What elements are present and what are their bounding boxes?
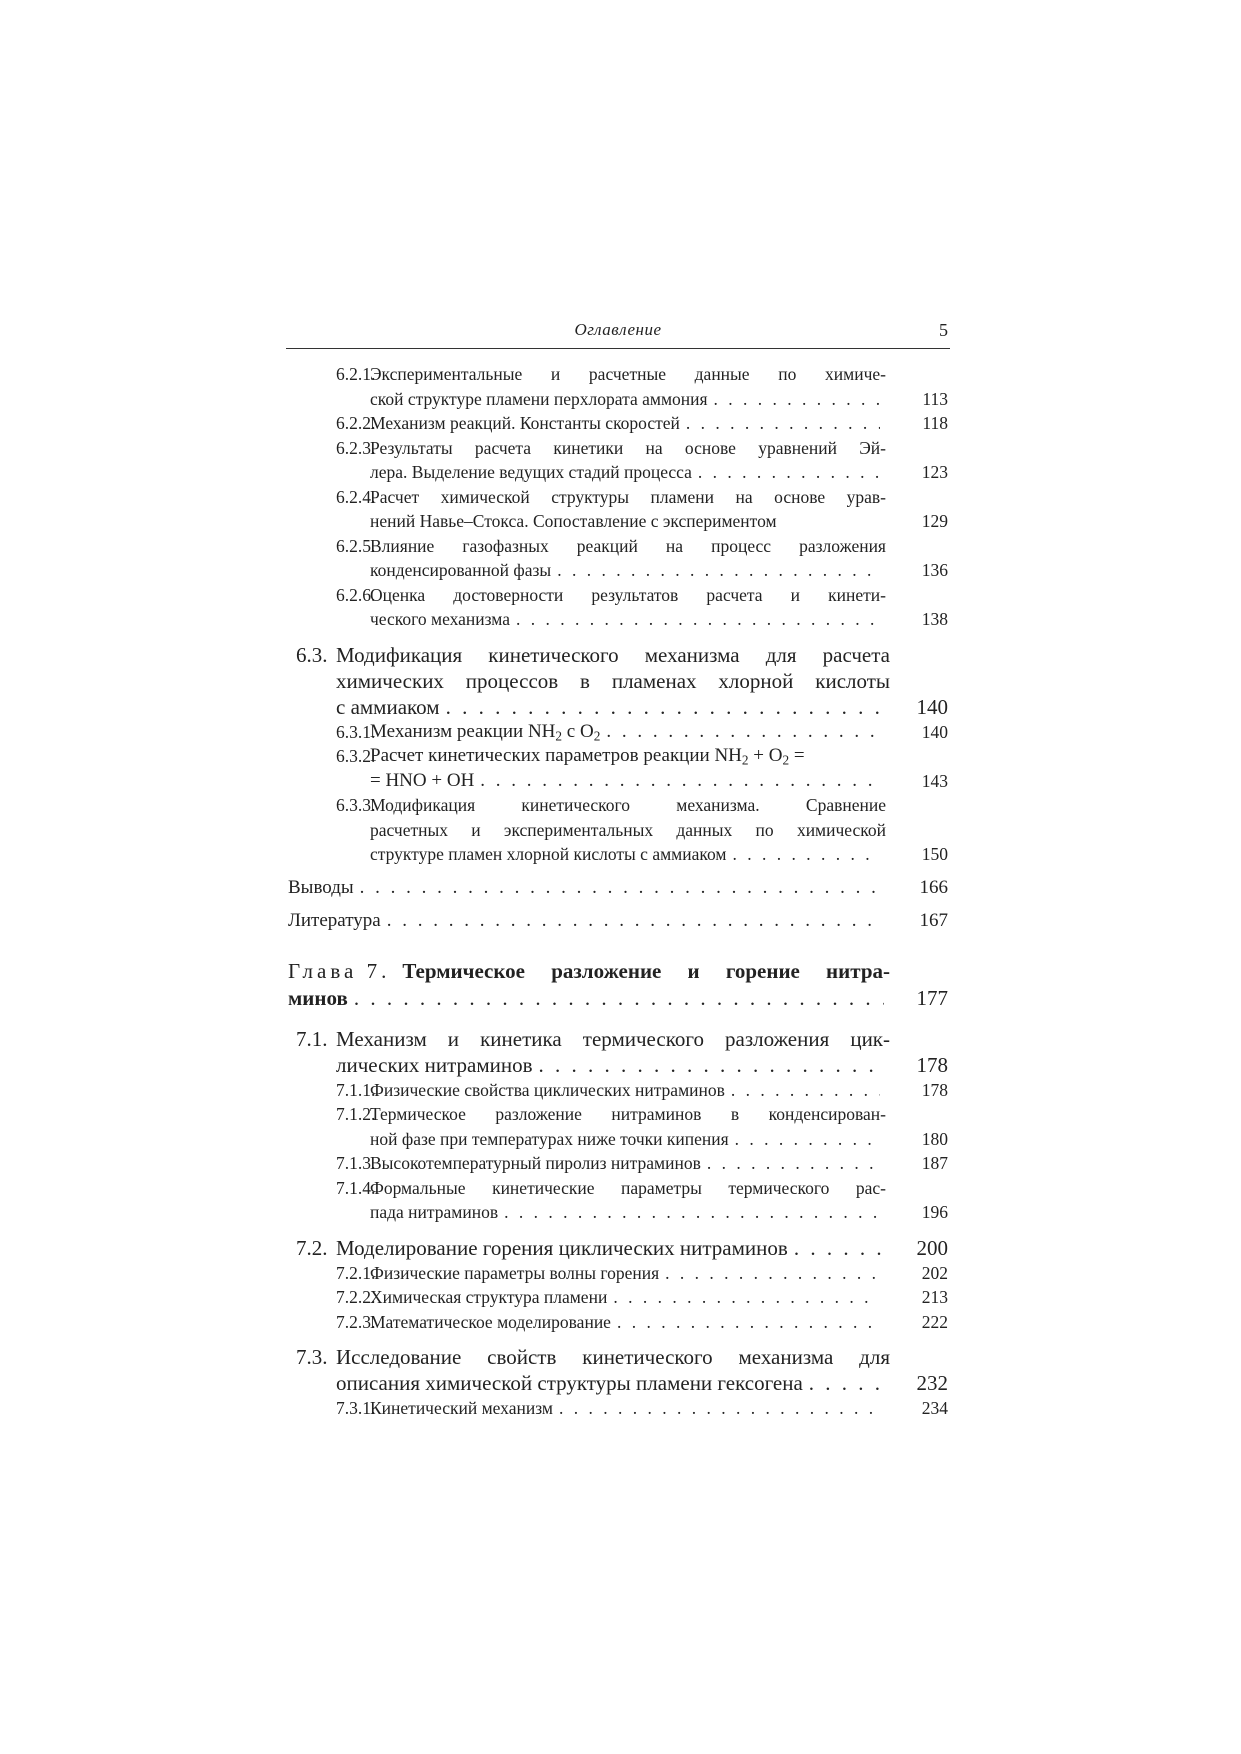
entry-title-line: Высокотемпературный пиролиз нитраминов [370,1153,701,1173]
entry-number: 6.2.2. [336,413,376,433]
toc-entry-6-2-1[interactable] [286,362,950,411]
toc-entry-7-3[interactable] [286,1344,950,1396]
entry-title-line: Результаты расчета кинетики на основе уравнений Эй- [370,437,886,458]
entry-title-line: Модификация кинетического механизма для расчета [336,642,890,667]
toc-entry-6-2-3[interactable] [286,436,950,485]
entry-number: 6.2.1. [336,364,376,384]
toc-entry-6-3-3[interactable] [286,793,950,867]
header-title: Оглавление [574,320,662,339]
entry-page: 178 [916,1052,948,1077]
leader-dots [387,908,884,934]
entry-page: 129 [921,511,948,531]
entry-title-line: лера. Выделение ведущих стадий процесса [370,462,692,482]
entry-page: 136 [921,560,948,580]
entry-page: 222 [921,1311,948,1332]
toc-entry-7-1-2[interactable] [286,1102,950,1151]
entry-title-line: Исследование свойств кинетического механизма для [336,1345,890,1369]
entry-page: 118 [922,413,948,433]
entry-page: 177 [916,985,948,1010]
toc-entry-6-2-6[interactable] [286,583,950,632]
entry-page: 232 [916,1371,948,1395]
leader-dots [707,1151,880,1176]
entry-number: 6.3.2. [336,746,376,766]
leader-dots [504,1200,880,1225]
toc-entry-chapter-7[interactable] [286,958,950,1012]
entry-number: 6.2.4. [336,486,376,507]
entry-page: 202 [921,1262,948,1283]
leader-dots [480,769,880,794]
entry-title-line: химических процессов в пламенах хлорной кислоты [336,668,890,693]
leader-dots [731,1078,880,1103]
chapter-prefix: Глава 7. [288,958,391,983]
toc-entry-7-2-3[interactable] [286,1310,950,1335]
entry-title-line: Влияние газофазных реакций на процесс разложения [370,535,886,556]
leader-dots [354,985,884,1012]
leader-dots [735,1127,880,1152]
entry-number: 7.2. [296,1235,328,1260]
toc-entry-7-1-3[interactable] [286,1151,950,1176]
header-page-number: 5 [939,320,948,340]
entry-title-line: Экспериментальные и расчетные данные по химиче- [370,364,886,384]
leader-dots [446,694,884,720]
entry-title-line: ной фазе при температурах ниже точки кипения [370,1128,729,1149]
leader-dots [539,1052,884,1078]
entry-title-line: структуре пламен хлорной кислоты с аммиаком [370,844,727,864]
entry-title-line: Формальные кинетические параметры термического рас- [370,1177,886,1198]
toc-entry-literatura[interactable] [286,908,950,934]
leader-dots [606,720,880,745]
entry-page: 178 [921,1079,948,1100]
entry-page: 166 [919,876,948,898]
entry-number: 7.1.4. [336,1177,376,1198]
entry-number: 6.3. [296,642,328,667]
entry-page: 234 [921,1398,948,1418]
entry-title-line: Литература [288,909,381,931]
toc-entry-7-3-1[interactable] [286,1396,950,1421]
toc-entry-7-2-1[interactable] [286,1261,950,1286]
toc-entry-6-3[interactable] [286,642,950,720]
entry-title-line: Кинетический механизм [370,1398,553,1418]
toc-entry-6-2-4[interactable] [286,485,950,534]
leader-dots [698,460,880,485]
leader-dots [732,842,880,867]
toc-entry-7-1[interactable] [286,1026,950,1078]
entry-title-line: Моделирование горения циклических нитраминов [336,1235,788,1260]
entry-title-line: конденсированной фазы [370,560,552,580]
leader-dots [617,1310,880,1335]
toc-entry-6-3-1[interactable] [286,720,950,745]
entry-title-line: Расчет химической структуры пламени на основе урав- [370,486,886,507]
toc-entry-7-2[interactable] [286,1235,950,1261]
entry-page: 150 [921,844,948,864]
entry-page: 113 [922,388,948,409]
entry-page: 143 [921,770,948,791]
entry-number: 7.1.2. [336,1104,376,1124]
entry-page: 196 [921,1202,948,1222]
leader-dots [613,1285,880,1310]
entry-title-line: описания химической структуры пламени гексогена [336,1371,803,1395]
leader-dots [516,607,880,632]
entry-page: 187 [921,1153,948,1173]
entry-page: 180 [921,1128,948,1149]
entry-page: 140 [921,721,948,742]
entry-title-line: Модификация кинетического механизма. Сравнение [370,795,886,815]
entry-page: 213 [921,1287,948,1307]
leader-dots [557,558,880,583]
entry-title-line: ской структуре пламени перхлората аммония [370,388,708,409]
entry-title-line: Физические параметры волны горения [370,1262,660,1283]
entry-page: 123 [921,462,948,482]
entry-title-line: Механизм реакций. Константы скоростей [370,413,680,433]
entry-number: 6.2.6. [336,584,376,605]
entry-title-line: Оценка достоверности результатов расчета и кинети- [370,584,886,605]
leader-dots [794,1235,884,1261]
entry-title-line: Химическая структура пламени [370,1287,608,1307]
toc-entry-7-1-4[interactable] [286,1176,950,1225]
chapter-title-line: Термическое разложение и горение нитра- [402,958,890,983]
entry-number: 6.3.1. [336,721,376,742]
entry-title-line: Математическое моделирование [370,1311,611,1332]
entry-number: 7.3.1. [336,1398,376,1418]
leader-dots [360,875,884,901]
entry-number: 7.3. [296,1345,328,1369]
toc-entry-6-3-2[interactable] [286,744,950,793]
entry-number: 6.2.3. [336,437,376,458]
entry-title-line: пада нитраминов [370,1202,499,1222]
toc-entry-6-2-2[interactable] [286,411,950,436]
chapter-title-line: минов [288,985,348,1010]
leader-dots [686,411,880,436]
entry-page: 167 [919,909,948,931]
entry-title-line: лических нитраминов [336,1052,533,1077]
entry-number: 7.2.2. [336,1287,376,1307]
entry-number: 7.1.3. [336,1153,376,1173]
leader-dots [714,387,880,412]
table-of-contents [286,362,950,1421]
entry-number: 7.1. [296,1026,328,1051]
entry-title-line: Выводы [288,876,354,898]
toc-entry-6-2-5[interactable] [286,534,950,583]
toc-entry-7-1-1[interactable] [286,1078,950,1103]
entry-title-line: Термическое разложение нитраминов в конденсирован- [370,1104,886,1124]
entry-number: 7.2.1. [336,1262,376,1283]
entry-title-line: Механизм и кинетика термического разложения цик- [336,1026,890,1051]
entry-title-line: с аммиаком [336,694,440,719]
entry-title-line: Механизм реакции $NH_2$ с $O_2$ [370,720,601,743]
running-header [286,320,950,349]
entry-number: 7.2.3. [336,1311,376,1332]
entry-title-line: расчетных и экспериментальных данных по химической [370,819,886,840]
leader-dots [665,1261,880,1286]
entry-number: 6.3.3. [336,795,376,815]
leader-dots [559,1396,880,1421]
entry-page: 140 [916,694,948,719]
entry-number: 6.2.5. [336,535,376,556]
entry-title-line: = HNO + OH [370,769,475,791]
entry-title-line: ческого механизма [370,609,511,629]
toc-entry-vyvody[interactable] [286,875,950,901]
entry-title-line: нений Навье–Стокса. Сопоставление с экспериментом [370,511,777,531]
toc-entry-7-2-2[interactable] [286,1285,950,1310]
entry-page: 138 [921,609,948,629]
entry-number: 7.1.1. [336,1079,376,1100]
entry-page: 200 [916,1235,948,1260]
leader-dots [809,1370,884,1396]
entry-title-line: Расчет кинетических параметров реакции $NH_2 + O_2$ = [370,745,805,768]
entry-title-line: Физические свойства циклических нитраминов [370,1079,725,1100]
